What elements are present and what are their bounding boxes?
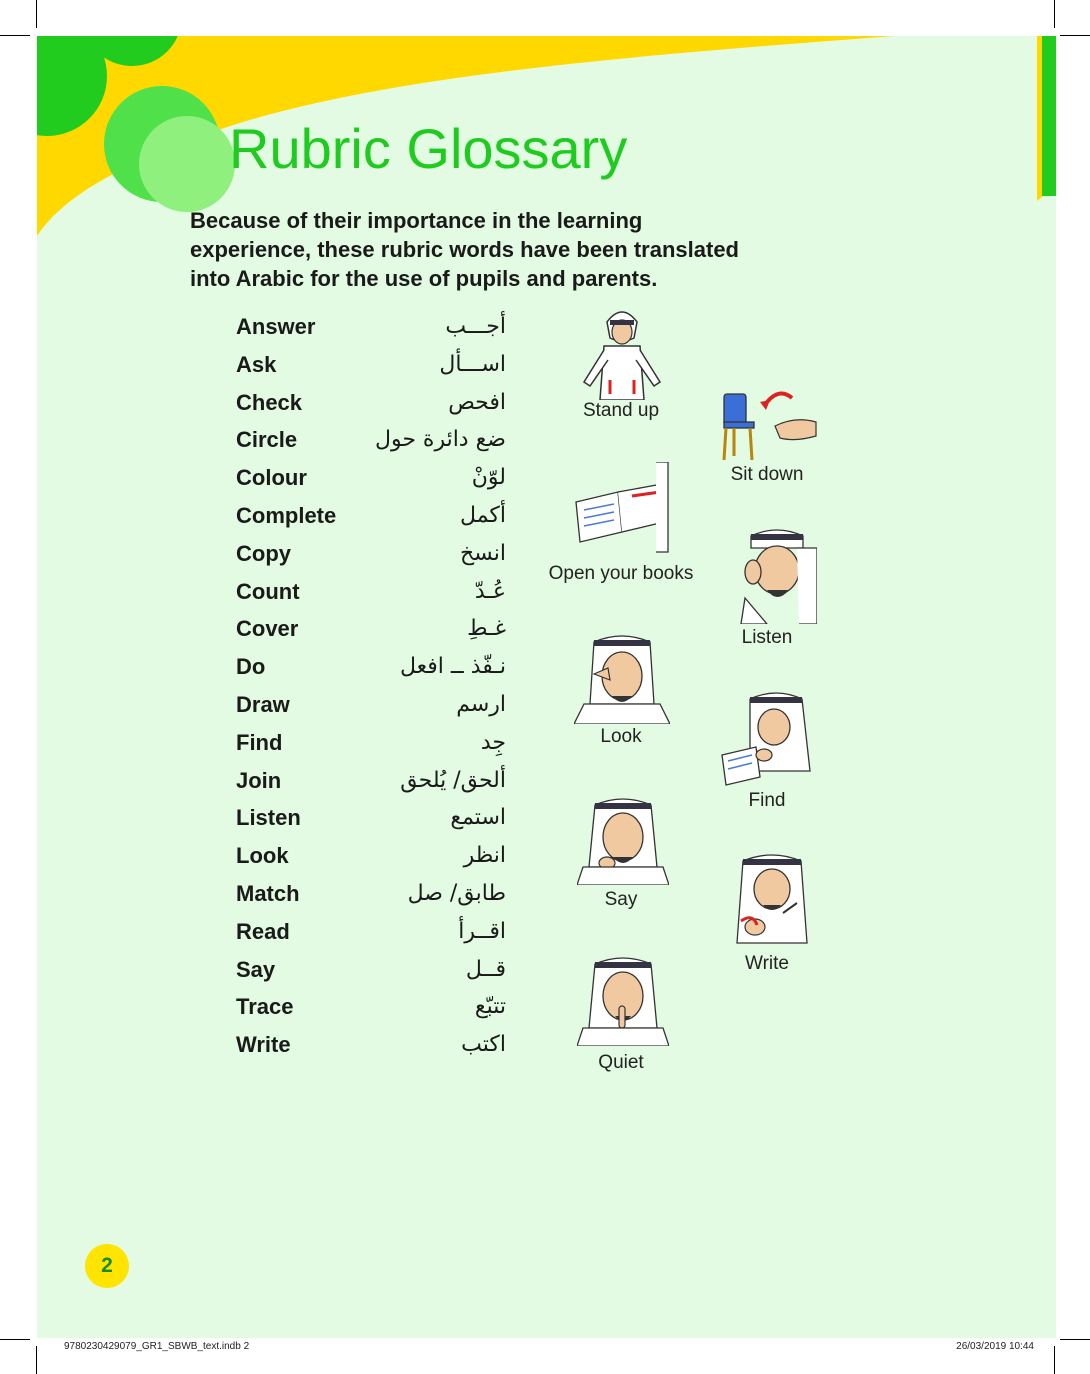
look-illustration [574, 634, 670, 724]
glossary-row [236, 503, 506, 541]
arabic-word: ألحق/ يُلحق [400, 767, 506, 793]
english-word: Count [236, 578, 300, 604]
english-word: Trace [236, 994, 294, 1020]
crop-mark [1054, 1346, 1055, 1374]
english-word: Answer [236, 314, 316, 339]
arabic-word: طابق/ صل [407, 880, 506, 906]
picture-caption: Sit down [730, 464, 804, 485]
english-word: Say [236, 956, 276, 982]
glossary-row [236, 730, 506, 768]
picture-caption: Open your books [548, 563, 694, 584]
english-word: Colour [236, 465, 307, 491]
arabic-word: ضع دائرة حول [374, 427, 506, 453]
english-word: Read [236, 918, 290, 944]
english-word: Check [236, 389, 303, 415]
glossary-row [236, 881, 506, 919]
crop-mark [1060, 1339, 1090, 1340]
english-word: Write [236, 1032, 291, 1058]
crop-mark [0, 1339, 30, 1340]
arabic-word: ارسم [456, 691, 506, 717]
crop-mark [1054, 0, 1055, 28]
arabic-word: نـفّذ ــ افعل [399, 654, 506, 680]
english-word: Copy [236, 540, 291, 566]
glossary-row [236, 805, 506, 843]
footer-file: 9780230429079_GR1_SBWB_text.indb 2 [64, 1341, 250, 1352]
picture-caption: Stand up [582, 400, 660, 421]
crop-mark [36, 1346, 37, 1374]
english-word: Draw [236, 691, 290, 717]
arabic-word: أكمل [460, 502, 506, 528]
edge-bar [1042, 36, 1056, 196]
arabic-word: قــل [465, 956, 506, 982]
english-word: Listen [236, 805, 301, 831]
say-illustration [577, 797, 669, 885]
glossary-row [236, 352, 506, 390]
english-word: Look [236, 843, 289, 869]
english-word: Match [236, 880, 300, 906]
stand-up-illustration [572, 302, 672, 400]
picture-caption: Write [745, 953, 789, 974]
page-number: 2 [85, 1244, 129, 1288]
sit-down-illustration [720, 386, 817, 460]
arabic-word: أجـــب [445, 314, 506, 339]
glossary-row [236, 994, 506, 1032]
arabic-word: لوّنْ [471, 465, 506, 491]
quiet-illustration [577, 956, 669, 1046]
write-illustration [727, 853, 817, 949]
glossary-row [236, 919, 506, 957]
glossary-row [236, 768, 506, 806]
arabic-word: اقــرأ [458, 918, 506, 944]
english-word: Ask [236, 351, 277, 377]
glossary-row [236, 1032, 506, 1070]
glossary-row [236, 616, 506, 654]
english-word: Circle [236, 427, 298, 453]
english-word: Join [236, 767, 282, 793]
arabic-word: انظر [463, 843, 506, 869]
glossary-row [236, 843, 506, 881]
glossary-row [236, 390, 506, 428]
arabic-word: تتبّع [474, 994, 506, 1020]
english-word: Find [236, 729, 283, 755]
page [37, 36, 1056, 1338]
find-illustration [720, 691, 817, 787]
arabic-word: اكتب [461, 1032, 506, 1058]
listen-illustration [737, 528, 817, 624]
arabic-word: استمع [450, 805, 506, 831]
footer-timestamp: 26/03/2019 10:44 [956, 1341, 1034, 1352]
glossary-row [236, 541, 506, 579]
glossary-row [236, 427, 506, 465]
glossary-row [236, 692, 506, 730]
arabic-word: جِد [480, 729, 506, 755]
intro-text: Because of their importance in the learning experience, these rubric words have been translated into Arabic for the use of pupils and parents. [190, 208, 739, 291]
crop-mark [36, 0, 37, 28]
glossary-row [236, 465, 506, 503]
arabic-word: اســـأل [439, 351, 506, 377]
crop-mark [1060, 35, 1090, 36]
page-title: Rubric Glossary [229, 117, 628, 180]
arabic-word: عُـدّ [474, 578, 506, 604]
arabic-word: افحص [448, 389, 506, 415]
english-word: Do [236, 654, 266, 680]
picture-caption: Find [748, 790, 786, 811]
picture-caption: Listen [741, 627, 793, 648]
picture-caption: Say [604, 889, 638, 910]
glossary-list [236, 314, 506, 1070]
glossary-row [236, 579, 506, 617]
open-books-illustration [572, 462, 672, 558]
picture-caption: Look [600, 726, 642, 747]
arabic-word: انسخ [459, 540, 506, 566]
glossary-row [236, 957, 506, 995]
picture-caption: Quiet [598, 1052, 644, 1073]
english-word: Complete [236, 502, 337, 528]
crop-mark [0, 35, 30, 36]
glossary-row [236, 654, 506, 692]
glossary-row [236, 314, 506, 352]
english-word: Cover [236, 616, 299, 642]
arabic-word: غـطِ [467, 616, 506, 642]
